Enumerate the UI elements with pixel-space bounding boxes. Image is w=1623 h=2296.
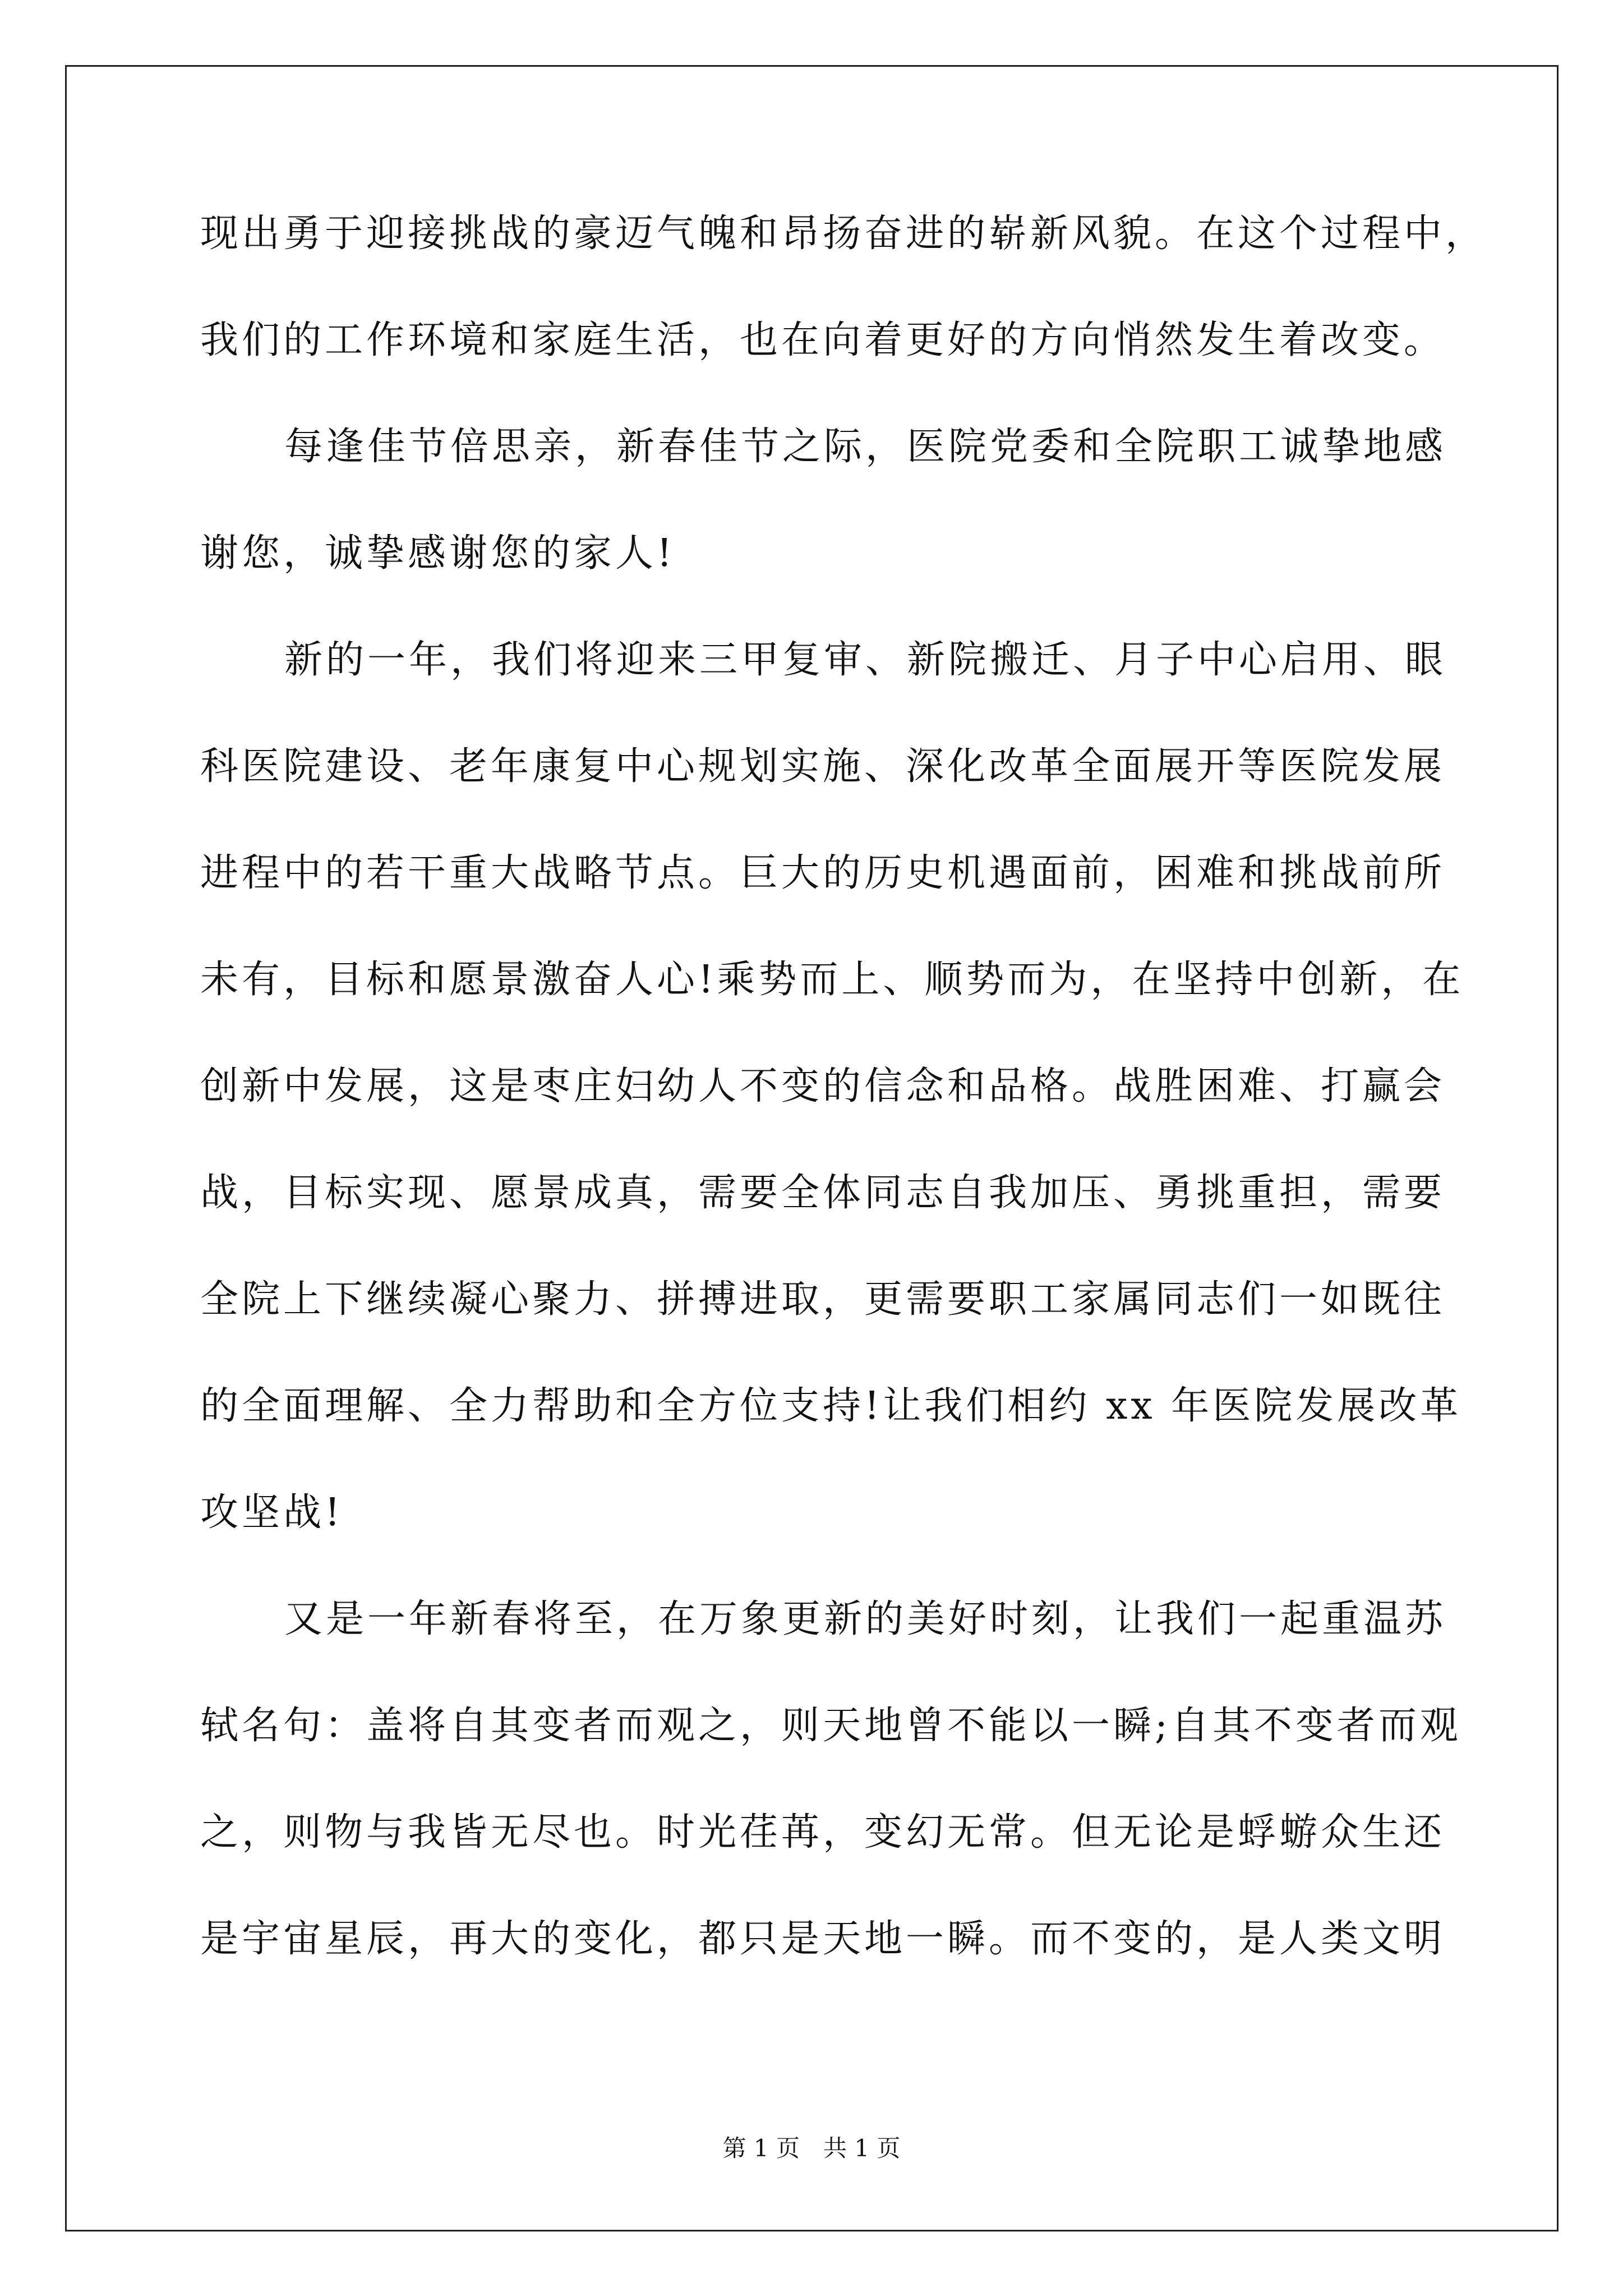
text-line: 每逢佳节倍思亲，新春佳节之际，医院党委和全院职工诚挚地感: [284, 425, 1447, 469]
paragraph: [200, 422, 1447, 579]
text-line: 未有，目标和愿景激奋人心!乘势而上、顺势而为，在坚持中创新，在: [200, 958, 1464, 1002]
text-line: 谢您，诚挚感谢您的家人!: [200, 531, 676, 576]
text-line: 轼名句：盖将自其变者而观之，则天地曾不能以一瞬;自其不变者而观: [200, 1704, 1461, 1748]
text-line: 之，则物与我皆无尽也。时光荏苒，变幻无常。但无论是蜉蝣众生还: [200, 1810, 1446, 1855]
text-line: 进程中的若干重大战略节点。巨大的历史机遇面前，困难和挑战前所: [200, 851, 1446, 895]
paragraph: [200, 209, 1487, 366]
paragraph: [200, 1594, 1461, 1964]
text-line: 又是一年新春将至，在万象更新的美好时刻，让我们一起重温苏: [284, 1597, 1447, 1641]
text-line: 新的一年，我们将迎来三甲复审、新院搬迁、月子中心启用、眼: [284, 638, 1447, 682]
document-body: [200, 209, 1487, 1964]
page-footer: 第 1 页 共 1 页: [722, 2134, 901, 2162]
text-line: 我们的工作环境和家庭生活，也在向着更好的方向悄然发生着改变。: [200, 318, 1446, 362]
text-line: 现出勇于迎接挑战的豪迈气魄和昂扬奋进的崭新风貌。在这个过程中，: [200, 211, 1487, 256]
text-line: 科医院建设、老年康复中心规划实施、深化改革全面展开等医院发展: [200, 744, 1446, 789]
paragraph: [200, 635, 1464, 1538]
text-line: 战，目标实现、愿景成真，需要全体同志自我加压、勇挑重担，需要: [200, 1171, 1446, 1215]
text-line: 攻坚战!: [200, 1490, 344, 1535]
text-line: 全院上下继续凝心聚力、拼搏进取，更需要职工家属同志们一如既往: [200, 1277, 1446, 1322]
text-line: 的全面理解、全力帮助和全方位支持!让我们相约 xx 年医院发展改革: [200, 1384, 1462, 1428]
text-line: 是宇宙星辰，再大的变化，都只是天地一瞬。而不变的，是人类文明: [200, 1917, 1446, 1961]
text-line: 创新中发展，这是枣庄妇幼人不变的信念和品格。战胜困难、打赢会: [200, 1064, 1446, 1108]
